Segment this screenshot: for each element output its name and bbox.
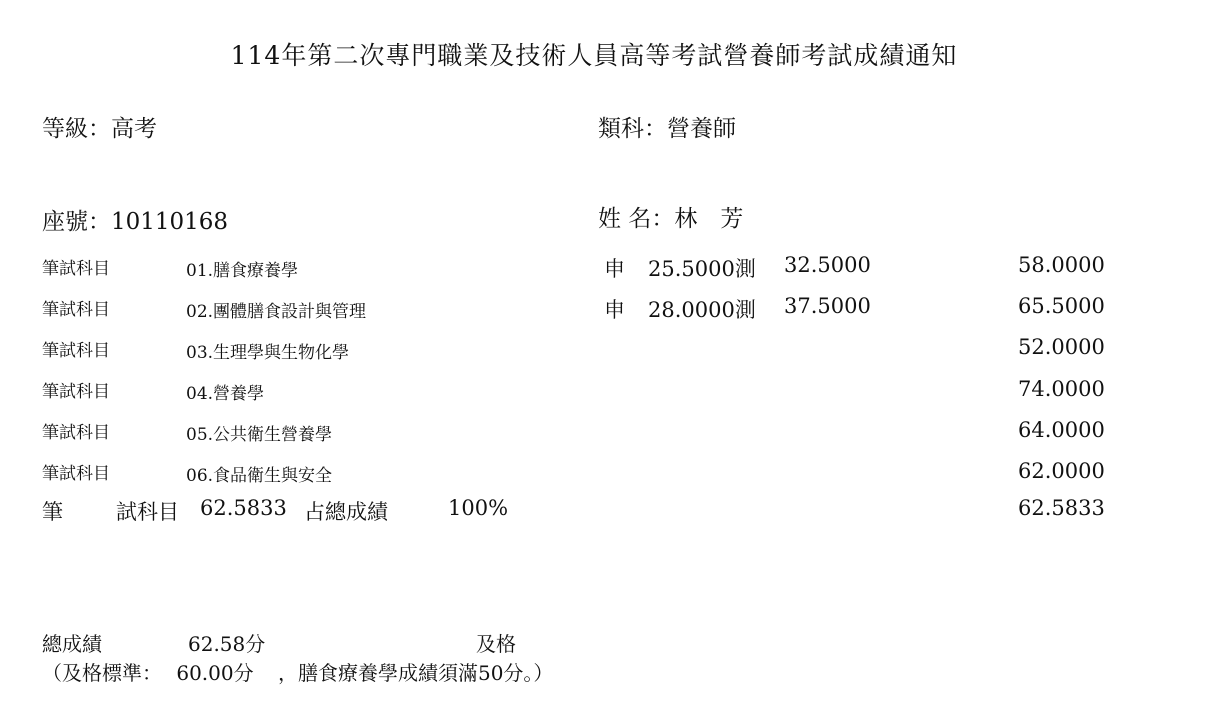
subject-shen-value-2: 28.0000	[648, 298, 735, 322]
seat-separator: ：	[88, 209, 111, 235]
subject-ce-label-2: 測	[734, 298, 756, 322]
subject-shen-value-1: 25.5000	[648, 257, 735, 281]
subject-type-6: 筆試科目	[42, 464, 110, 484]
subject-shen-label-2: 申	[604, 298, 625, 322]
subject-ce-2: 37.5000	[784, 294, 871, 318]
summary-label: 試科目	[116, 500, 179, 524]
pass-note	[42, 657, 553, 686]
subject-score-2: 65.5000	[1018, 294, 1105, 318]
name-separator: ：	[651, 206, 675, 232]
seat-label: 座號	[42, 209, 88, 235]
category-separator: ：	[644, 116, 667, 142]
summary-char: 筆	[42, 500, 63, 524]
subject-score-6: 62.0000	[1018, 459, 1105, 483]
subject-type-1: 筆試科目	[42, 259, 110, 279]
subject-name-4: 04.營養學	[186, 384, 265, 404]
subject-ce-label-1: 測	[734, 257, 756, 281]
subject-name-6: 06.食品衛生與安全	[186, 466, 333, 486]
pass-note-standard: 60.00分	[176, 661, 254, 685]
name-value: 林 芳	[674, 206, 744, 232]
summary-weight: 100%	[448, 496, 509, 520]
subject-type-3: 筆試科目	[42, 341, 110, 361]
subject-name-5: 05.公共衛生營養學	[186, 425, 333, 445]
category-value: 營養師	[667, 116, 736, 142]
subject-shen-label-1: 申	[604, 257, 625, 281]
level-separator: ：	[88, 116, 111, 142]
seat-value: 10110168	[111, 209, 229, 235]
subject-score-3: 52.0000	[1018, 335, 1105, 359]
seat-field	[42, 203, 228, 236]
pass-note-open: （及格標準：	[42, 661, 162, 685]
subject-score-1: 58.0000	[1018, 253, 1105, 277]
summary-score: 62.5833	[1018, 496, 1105, 520]
subject-type-4: 筆試科目	[42, 382, 110, 402]
name-label: 姓 名	[598, 206, 652, 232]
subject-score-5: 64.0000	[1018, 418, 1105, 442]
subject-shen-1	[648, 253, 756, 283]
category-field	[598, 110, 736, 143]
pass-note-tail: ，膳食療養學成績須滿50分。）	[277, 661, 554, 685]
level-label: 等級	[42, 116, 88, 142]
total-label: 總成績	[42, 632, 102, 656]
page-title: 114年第二次專門職業及技術人員高等考試營養師考試成績通知	[230, 41, 958, 70]
subject-name-1: 01.膳食療養學	[186, 261, 299, 281]
subject-name-3: 03.生理學與生物化學	[186, 343, 350, 363]
subject-score-4: 74.0000	[1018, 377, 1105, 401]
summary-weight-label: 占總成績	[304, 500, 388, 524]
subject-type-2: 筆試科目	[42, 300, 110, 320]
category-label: 類科	[598, 116, 644, 142]
summary-average: 62.5833	[200, 496, 287, 520]
subject-name-2: 02.團體膳食設計與管理	[186, 302, 367, 322]
subject-ce-1: 32.5000	[784, 253, 871, 277]
subject-shen-2	[648, 294, 756, 324]
name-field	[598, 200, 743, 233]
total-result: 及格	[476, 632, 516, 656]
level-value: 高考	[111, 116, 157, 142]
subject-type-5: 筆試科目	[42, 423, 110, 443]
total-value: 62.58分	[188, 632, 266, 656]
level-field	[42, 110, 157, 143]
